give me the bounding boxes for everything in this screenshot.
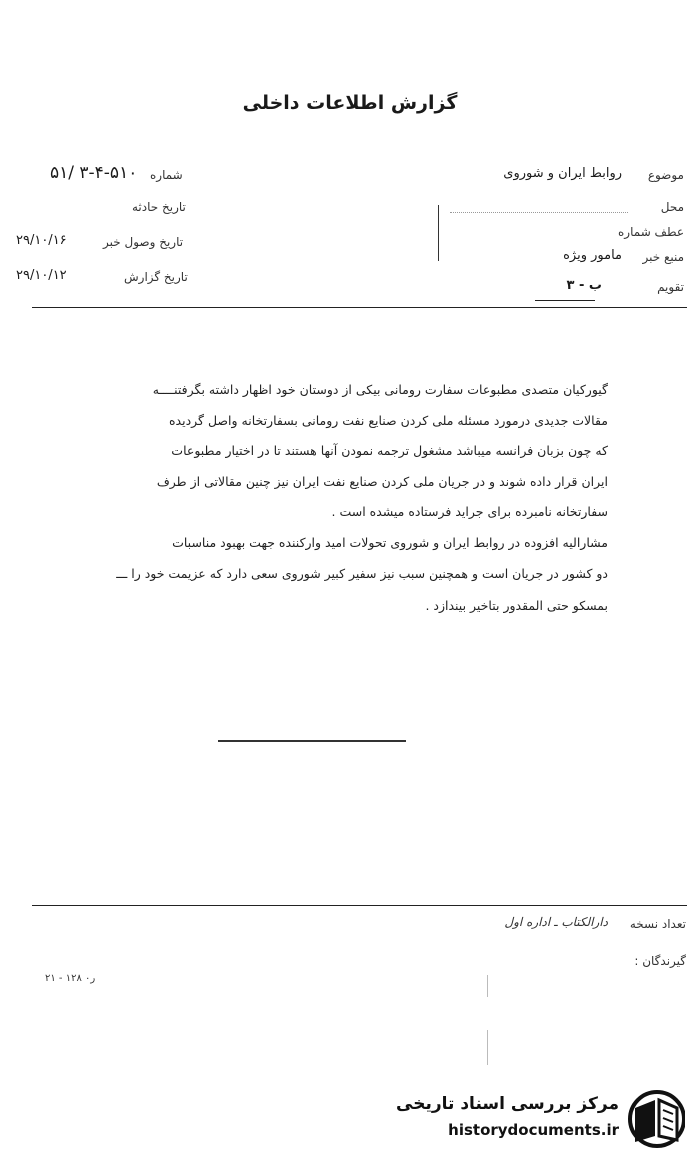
receipt-date-label: تاریخ وصول خبر: [103, 235, 184, 249]
number-value: ۳-۴-۵۱۰ /۵۱: [50, 163, 138, 183]
document-title: گزارش اطلاعات داخلی: [242, 92, 458, 114]
receipt-date-value: ۲۹/۱۰/۱۶: [16, 233, 67, 248]
source-label: منبع خبر: [642, 250, 684, 264]
location-dots: [450, 212, 628, 213]
body-line: سفارتخانه نامبرده برای جراید فرستاده میشده است .: [331, 504, 608, 519]
assessment-label: تقویم: [657, 280, 684, 294]
scan-mark: [487, 1030, 488, 1065]
copies-label: تعداد نسخه: [629, 917, 686, 931]
footer-separator: [32, 905, 687, 906]
signature-mark: [218, 740, 406, 742]
body-line: گیورکیان متصدی مطبوعات سفارت رومانی بیکی از دوستان خود اظهار داشته بگرفتنــــه: [152, 382, 608, 397]
assessment-underline: [535, 300, 595, 301]
reference-label: عطف شماره: [618, 225, 684, 239]
number-label: شماره: [150, 168, 183, 182]
incident-date-label: تاریخ حادثه: [132, 200, 186, 214]
meta-column-divider: [438, 205, 439, 261]
report-date-value: ۲۹/۱۰/۱۲: [16, 268, 67, 283]
location-label: محل: [660, 200, 684, 214]
body-line: مشارالیه افزوده در روابط ایران و شوروی تحولات امید وارکننده جهت بهبود مناسبات: [172, 535, 608, 550]
body-line: بمسکو حتی المقدور بتاخیر بیندازد .: [425, 598, 608, 613]
header-separator: [32, 307, 687, 308]
watermark-url: historydocuments.ir: [448, 1121, 619, 1139]
source-value: مامور ویژه: [563, 248, 622, 263]
archive-book-icon: [625, 1088, 685, 1150]
watermark-name: مرکز بررسی اسناد تاریخی: [396, 1094, 619, 1114]
recipients-label: گیرندگان :: [634, 954, 686, 968]
subject-label: موضوع: [647, 168, 684, 182]
subject-value: روابط ایران و شوروی: [503, 166, 622, 181]
assessment-value: ب - ۳: [566, 278, 602, 293]
form-code: ۲۱ - ۱۲۸ ر٠: [45, 973, 96, 984]
body-line: دو کشور در جریان است و همچنین سبب نیز سفیر کبیر شوروی سعی دارد که عزیمت خود را ـــ: [116, 566, 608, 581]
body-line: که چون بزبان فرانسه میباشد مشغول ترجمه نمودن آنها هستند تا در اختیار مطبوعات: [171, 443, 608, 458]
watermark-logo: [396, 1088, 685, 1150]
report-date-label: تاریخ گزارش: [124, 270, 188, 284]
body-line: ایران قرار داده شوند و در جریان ملی کردن صنایع نفت ایران نیز چنین مقالاتی از طرف: [156, 474, 608, 489]
scan-mark: [487, 975, 488, 997]
body-line: مقالات جدیدی درمورد مسئله ملی کردن صنایع نفت رومانی بسفارتخانه واصل گردیده: [168, 413, 608, 428]
copies-value: دارالکتاب ـ اداره اول: [504, 915, 608, 929]
